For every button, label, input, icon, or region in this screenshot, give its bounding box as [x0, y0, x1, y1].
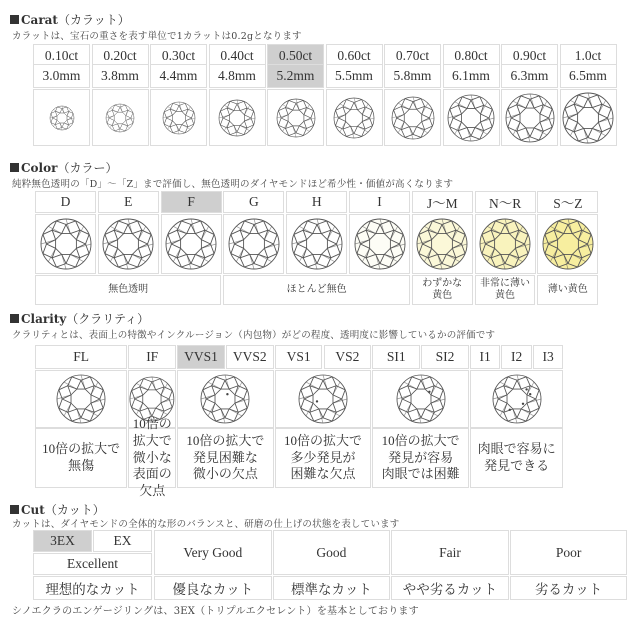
clarity-description: クラリティとは、表面上の特徴やインクルージョン（内包物）がどの程度、透明度に影響しているかの評価です	[12, 330, 496, 341]
carat-title: Carat	[21, 12, 58, 27]
carat-diamond-cell	[150, 89, 207, 146]
clarity-grade-cell: SI2	[421, 345, 469, 369]
clarity-note: 10倍の拡大で 発見が容易 肉眼では困難	[372, 428, 469, 488]
color-group-label: わずかな 黄色	[412, 275, 473, 305]
diamond-icon	[56, 374, 106, 424]
color-diamond-cell	[537, 214, 598, 274]
clarity-diamond-cell	[177, 370, 274, 428]
color-grade-cell: G	[223, 191, 284, 213]
cut-grade-cell: Good	[273, 530, 391, 575]
diamond-icon	[228, 218, 280, 270]
color-grade-cell: F	[161, 191, 222, 213]
diamond-icon	[391, 96, 435, 140]
color-diamond-cell	[98, 214, 159, 274]
cut-excellent-cell: Excellent	[33, 553, 152, 575]
bullet-square-icon	[10, 314, 19, 323]
carat-diamond-cell	[326, 89, 383, 146]
carat-size-cell: 5.2mm	[267, 64, 324, 88]
diamond-icon	[562, 92, 614, 144]
color-description: 純粋無色透明の「D」〜「Z」まで評価し、無色透明のダイヤモンドほど希少性・価値が高くなります	[12, 179, 454, 190]
diamond-icon	[479, 218, 531, 270]
diamond-icon	[105, 103, 135, 133]
bullet-square-icon	[10, 505, 19, 514]
clarity-section-title	[10, 310, 149, 327]
clarity-grade-cell: I3	[533, 345, 564, 369]
clarity-title-jp: （クラリティ）	[66, 312, 150, 326]
diamond-icon	[447, 94, 495, 142]
carat-weight-cell: 0.10ct	[33, 44, 90, 68]
clarity-note: 拡大で 微小な表面の 欠点	[128, 428, 176, 488]
cut-3ex-cell: 3EX	[33, 530, 92, 552]
color-grade-cell: J〜M	[412, 191, 473, 213]
color-grade-cell: E	[98, 191, 159, 213]
color-group-label: 薄い黄色	[537, 275, 598, 305]
diamond-icon	[542, 218, 594, 270]
diamond-icon	[49, 105, 75, 131]
clarity-note: 肉眼で容易に 発見できる	[470, 428, 564, 488]
diamond-icon	[162, 101, 196, 135]
diamond-icon	[396, 374, 446, 424]
diamond-icon	[200, 374, 250, 424]
clarity-grade-cell: VS1	[275, 345, 323, 369]
carat-size-cell: 6.5mm	[560, 64, 617, 88]
cut-note-cell: 理想的なカット	[33, 576, 152, 600]
clarity-note: 10倍の拡大で 発見困難な 微小の欠点	[177, 428, 274, 488]
diamond-icon	[298, 374, 348, 424]
bullet-square-icon	[10, 15, 19, 24]
clarity-grade-cell: SI1	[372, 345, 420, 369]
carat-diamond-cell	[33, 89, 90, 146]
carat-weight-cell: 0.20ct	[92, 44, 149, 68]
cut-footer: シノエクラのエンゲージリングは、3EX（トリプルエクセレント）を基本としております	[12, 606, 419, 617]
carat-weight-cell: 0.50ct	[267, 44, 324, 68]
color-section-title	[10, 159, 117, 176]
color-grade-cell: S〜Z	[537, 191, 598, 213]
carat-diamond-cell	[92, 89, 149, 146]
color-diamond-cell	[412, 214, 473, 274]
carat-diamond-cell	[443, 89, 500, 146]
clarity-note: 10倍の拡大で 多少発見が 困難な欠点	[275, 428, 372, 488]
color-title: Color	[21, 160, 58, 175]
clarity-grade-cell: VVS2	[226, 345, 274, 369]
color-grade-cell: H	[286, 191, 347, 213]
carat-weight-cell: 0.40ct	[209, 44, 266, 68]
color-diamond-cell	[35, 214, 96, 274]
cut-description: カットは、ダイヤモンドの全体的な形のバランスと、研磨の仕上げの状態を表しています	[12, 519, 400, 530]
color-diamond-cell	[223, 214, 284, 274]
carat-size-cell: 5.8mm	[384, 64, 441, 88]
carat-weight-cell: 0.60ct	[326, 44, 383, 68]
carat-description: カラットは、宝石の重さを表す単位で1カラットは0.2gとなります	[12, 31, 302, 42]
clarity-grade-cell: VVS1	[177, 345, 225, 369]
cut-note-cell: 標準なカット	[273, 576, 391, 600]
diamond-icon	[333, 97, 375, 139]
carat-size-cell: 6.3mm	[501, 64, 558, 88]
carat-section-title	[10, 11, 130, 28]
diamond-icon	[505, 93, 555, 143]
clarity-diamond-cell	[35, 370, 127, 428]
carat-size-cell: 4.4mm	[150, 64, 207, 88]
carat-diamond-cell	[501, 89, 558, 146]
cut-grade-cell: Very Good	[154, 530, 272, 575]
cut-ex-cell: EX	[93, 530, 152, 552]
clarity-diamond-cell	[275, 370, 372, 428]
carat-weight-cell: 0.90ct	[501, 44, 558, 68]
carat-weight-cell: 0.70ct	[384, 44, 441, 68]
clarity-note: 10倍の拡大で 無傷	[35, 428, 127, 488]
clarity-grade-cell: I1	[470, 345, 501, 369]
carat-weight-cell: 0.30ct	[150, 44, 207, 68]
carat-size-cell: 4.8mm	[209, 64, 266, 88]
color-diamond-cell	[161, 214, 222, 274]
diamond-icon	[102, 218, 154, 270]
carat-size-cell: 3.8mm	[92, 64, 149, 88]
color-grade-cell: D	[35, 191, 96, 213]
carat-title-jp: （カラット）	[57, 13, 130, 27]
color-group-label: 非常に薄い 黄色	[475, 275, 536, 305]
carat-weight-cell: 0.80ct	[443, 44, 500, 68]
carat-diamond-cell	[384, 89, 441, 146]
diamond-icon	[291, 218, 343, 270]
carat-size-cell: 3.0mm	[33, 64, 90, 88]
color-title-jp: （カラー）	[57, 161, 118, 175]
carat-diamond-cell	[209, 89, 266, 146]
color-diamond-cell	[349, 214, 410, 274]
carat-size-cell: 5.5mm	[326, 64, 383, 88]
color-diamond-cell	[286, 214, 347, 274]
diamond-icon	[165, 218, 217, 270]
carat-size-cell: 6.1mm	[443, 64, 500, 88]
bullet-square-icon	[10, 163, 19, 172]
cut-note-cell: 劣るカット	[510, 576, 628, 600]
diamond-icon	[492, 374, 542, 424]
clarity-grade-cell: VS2	[324, 345, 372, 369]
clarity-diamond-cell	[470, 370, 564, 428]
color-grade-cell: N〜R	[475, 191, 536, 213]
diamond-icon	[40, 218, 92, 270]
diamond-icon	[218, 99, 256, 137]
cut-note-cell: やや劣るカット	[391, 576, 509, 600]
cut-note-cell: 優良なカット	[154, 576, 272, 600]
clarity-diamond-cell	[372, 370, 469, 428]
diamond-icon	[416, 218, 468, 270]
diamond-icon	[354, 218, 406, 270]
carat-diamond-cell	[560, 89, 617, 146]
clarity-grade-cell: IF	[128, 345, 176, 369]
color-group-label: 無色透明	[35, 275, 221, 305]
clarity-grade-cell: I2	[501, 345, 532, 369]
cut-grade-cell: Poor	[510, 530, 628, 575]
cut-title: Cut	[21, 502, 45, 517]
clarity-grade-cell: FL	[35, 345, 127, 369]
diamond-icon	[276, 98, 316, 138]
color-diamond-cell	[475, 214, 536, 274]
carat-weight-cell: 1.0ct	[560, 44, 617, 68]
cut-grade-cell: Fair	[391, 530, 509, 575]
cut-title-jp: （カット）	[44, 503, 105, 517]
clarity-title: Clarity	[21, 311, 67, 326]
carat-diamond-cell	[267, 89, 324, 146]
color-grade-cell: I	[349, 191, 410, 213]
color-group-label: ほとんど無色	[223, 275, 409, 305]
